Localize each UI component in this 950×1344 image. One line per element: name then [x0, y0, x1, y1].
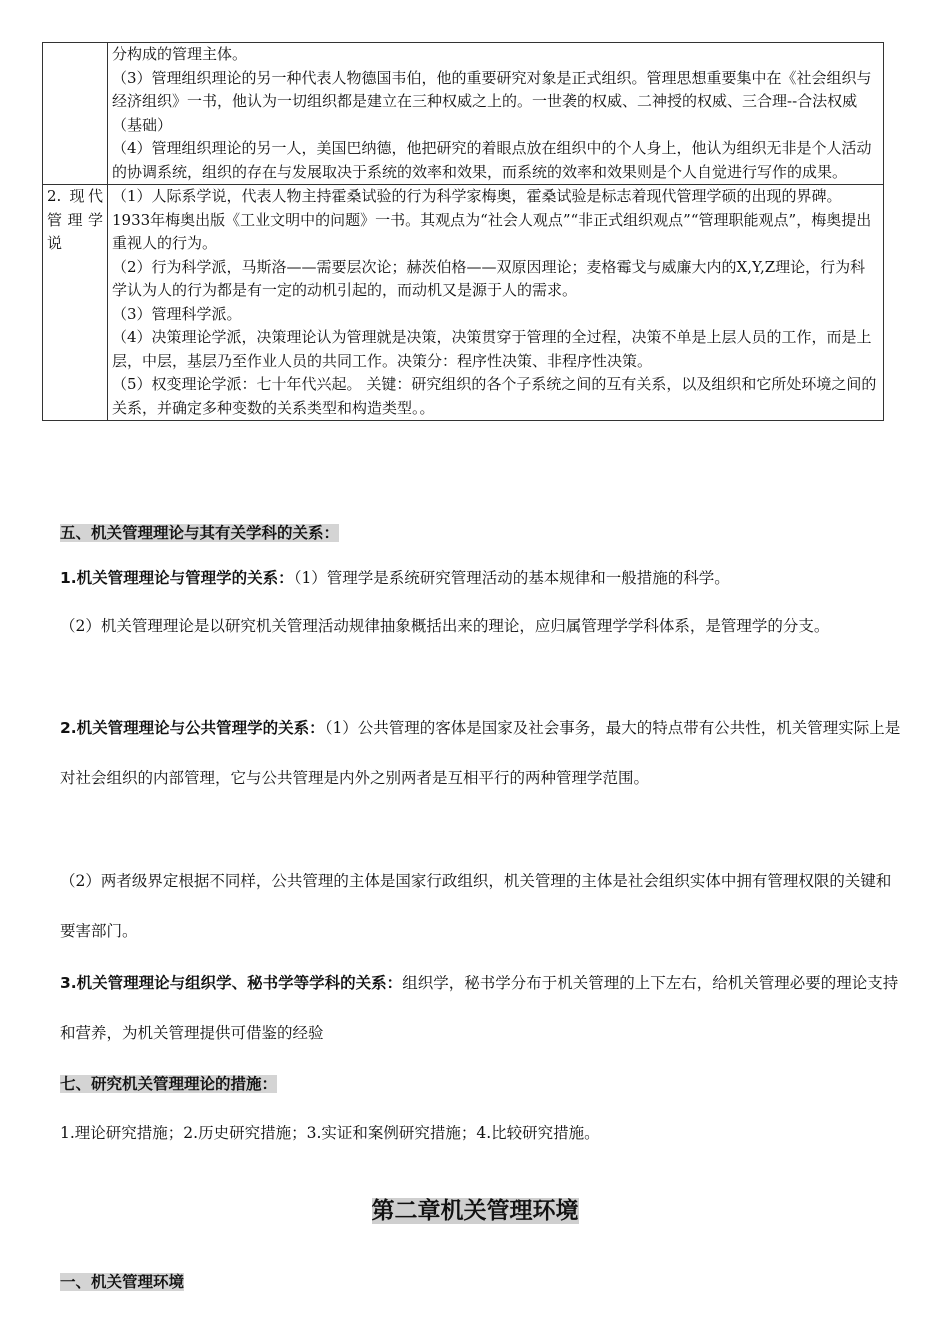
paragraph-lead: 2.机关管理理论与公共管理学的关系： — [60, 719, 325, 737]
row-label — [43, 43, 108, 185]
paragraph-lead: 1.机关管理理论与管理学的关系： — [60, 569, 294, 587]
paragraph: （2）两者级界定根据不同样，公共管理的主体是国家行政组织，机关管理的主体是社会组织实体中拥有管理权限的关键和要害部门。 — [60, 872, 892, 940]
section-heading: 七、研究机关管理理论的措施： — [60, 1075, 278, 1093]
table-line: （3）管理科学派。 — [112, 304, 242, 323]
table-line: （2）行为科学派，马斯洛——需要层次论；赫茨伯格——双原因理论；麦格霉戈与威廉大内的X,Y,Z理论，行为科学认为人的行为都是有一定的动机引起的，而动机又是源于人的需求。 — [112, 257, 866, 299]
table-line: 分构成的管理主体。 — [112, 45, 248, 63]
paragraph: （2）机关管理理论是以研究机关管理活动规律抽象概括出来的理论，应归属管理学学科体系，是管理学的分支。 — [60, 617, 830, 635]
row-content — [108, 43, 884, 185]
section-heading: 五、机关管理理论与其有关学科的关系： — [60, 524, 340, 542]
table-row — [43, 43, 884, 185]
row-label: 2. 现代管理学说 — [43, 185, 108, 421]
table-line: （4）决策理论学派，决策理论认为管理就是决策，决策贯穿于管理的全过程，决策不单是上层人员的工作，而是上层，中层，基层乃至作业人员的共同工作。决策分：程序性决策、非程序性决策。 — [112, 328, 872, 370]
table-line: （1）人际系学说，代表人物主持霍桑试验的行为科学家梅奥，霍桑试验是标志着现代管理学硕的出现的界碑。1933年梅奥出版《工业文明中的问题》一书。其观点为“社会人观点”“非正式组织观点”“管理职能观点”，梅奥提出重视人的行为。 — [112, 187, 872, 252]
table-line: （4）管理组织理论的另一人，美国巴纳德，他把研究的着眼点放在组织中的个人身上，他认为组织无非是个人活动的协调系统，组织的存在与发展取决于系统的效率和效果，而系统的效率和效果则是个人自觉进行写作的成果。 — [112, 139, 872, 181]
row-content — [108, 185, 884, 421]
table-row — [43, 185, 884, 421]
paragraph: 1.机关管理理论与管理学的关系：（1）管理学是系统研究管理活动的基本规律和一般措施的科学。 — [60, 569, 730, 587]
table-line: （5）权变理论学派：七十年代兴起。 关键：研究组织的各个子系统之间的互有关系，以及组织和它所处环境之间的关系，并确定多种变数的关系类型和构造类型。。 — [112, 375, 877, 417]
paragraph: 2.机关管理理论与公共管理学的关系：（1）公共管理的客体是国家及社会事务，最大的特点带有公共性，机关管理实际上是对社会组织的内部管理，它与公共管理是内外之别两者是互相平行的两种管理学范围。 — [60, 719, 901, 787]
paragraph: 3.机关管理理论与组织学、秘书学等学科的关系：组织学，秘书学分布于机关管理的上下左右，给机关管理必要的理论支持和营养，为机关管理提供可借鉴的经验 — [60, 974, 899, 1042]
chapter-title: 第二章机关管理环境 — [371, 1198, 579, 1224]
table-line: （3）管理组织理论的另一种代表人物德国韦伯，他的重要研究对象是正式组织。管理思想重要集中在《社会组织与经济组织》一书，他认为一切组织都是建立在三种权威之上的。一世袭的权威、二神授的权威、三合理--合法权威（基础） — [112, 68, 872, 134]
theory-table — [42, 42, 884, 421]
section-heading: 一、机关管理环境 — [60, 1273, 185, 1291]
paragraph-lead: 3.机关管理理论与组织学、秘书学等学科的关系： — [60, 974, 403, 992]
paragraph: 1.理论研究措施；2.历史研究措施；3.实证和案例研究措施；4.比较研究措施。 — [60, 1124, 600, 1142]
